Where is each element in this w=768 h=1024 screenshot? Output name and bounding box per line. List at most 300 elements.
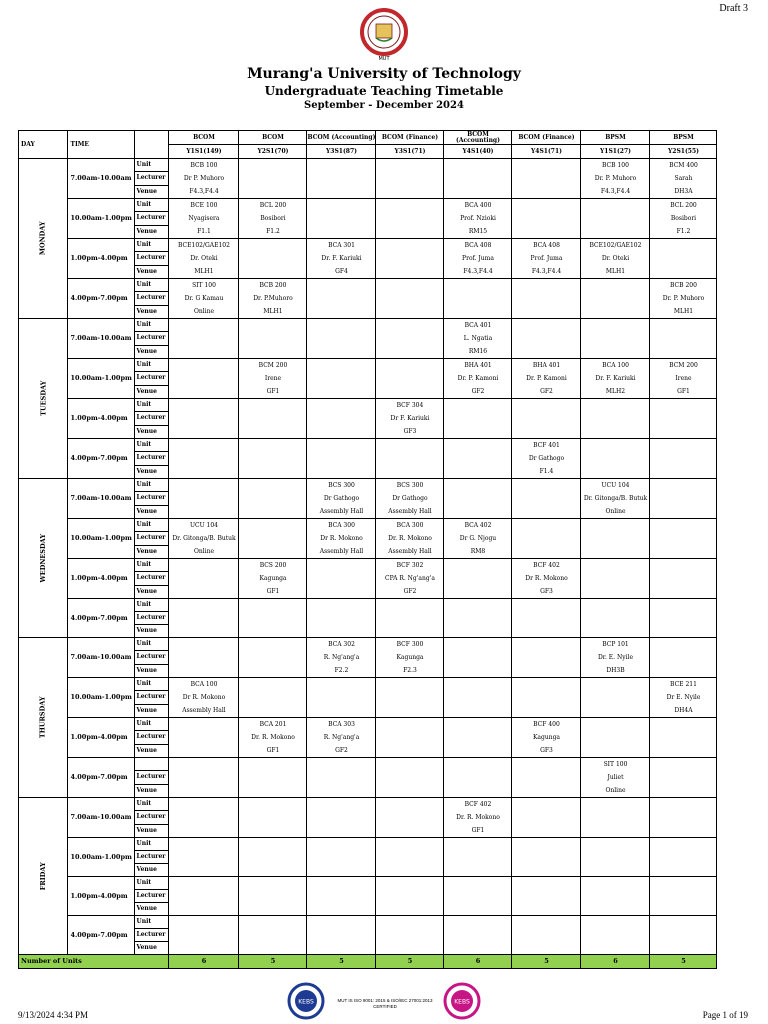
university-title: Murang'a University of Technology (247, 66, 521, 82)
class-cell (444, 239, 512, 279)
venue-name: GF4 (335, 268, 348, 275)
class-cell (444, 798, 512, 838)
column-cohort: Y4S1(71) (512, 145, 581, 159)
units-count: 6 (581, 955, 650, 969)
header-row-programme (19, 131, 717, 145)
venue-name: DH3B (606, 667, 625, 674)
venue-name: F1.4 (539, 468, 554, 475)
timetable (18, 130, 717, 969)
unit-code: BCA 401 (464, 322, 492, 329)
lecturer-name: Dr. E. Nyile (597, 654, 634, 661)
svg-text:KEBS: KEBS (454, 998, 470, 1006)
print-datetime: 9/13/2024 4:34 PM (18, 1010, 89, 1020)
class-cell (169, 479, 239, 519)
timetable-subtitle: Undergraduate Teaching Timetable (264, 84, 504, 98)
lecturer-name: Dr. G Kamau (184, 295, 224, 302)
class-cell (307, 678, 376, 718)
class-cell (376, 559, 444, 599)
venue-name: GF2 (403, 588, 417, 595)
class-cell (169, 838, 239, 877)
row-label: Unit (135, 479, 169, 492)
class-cell (581, 678, 650, 718)
class-cell (376, 199, 444, 239)
class-cell (376, 319, 444, 359)
class-cell (239, 678, 307, 718)
venue-name: RM15 (468, 228, 488, 235)
column-programme: BCOM (Finance) (512, 131, 581, 145)
unit-code: BCL 200 (259, 202, 287, 209)
row-label: Venue (135, 664, 169, 677)
class-cell (581, 239, 650, 279)
row-label: Venue (135, 225, 169, 238)
units-count: 6 (169, 955, 239, 969)
draft-label: Draft 3 (719, 3, 748, 14)
venue-name: F4.3,F4.4 (531, 268, 562, 275)
venue-name: GF1 (266, 588, 280, 595)
class-cell (581, 479, 650, 519)
row-label: Lecturer (135, 929, 169, 942)
label-header (135, 131, 169, 159)
unit-code: BCA 100 (602, 362, 629, 369)
unit-code: BCL 200 (670, 202, 697, 209)
class-cell (239, 758, 307, 798)
lecturer-name: Kagunga (532, 734, 560, 741)
class-cell (444, 599, 512, 638)
venue-name: DH4A (674, 707, 693, 714)
class-cell (444, 638, 512, 678)
day-cell (19, 319, 68, 479)
table-row (19, 678, 717, 691)
time-slot: 1.00pm-4.00pm (68, 718, 135, 758)
lecturer-name: Dr R. Mokono (320, 535, 363, 542)
venue-name: GF3 (540, 588, 553, 595)
class-cell (650, 479, 717, 519)
row-label: Venue (135, 903, 169, 916)
row-label: Lecturer (135, 731, 169, 744)
class-cell (239, 599, 307, 638)
venue-name: Assembly Hall (388, 508, 432, 515)
day-label: FRIDAY (38, 861, 47, 890)
lecturer-name: R. Ng'ang'a (323, 734, 360, 741)
class-cell (650, 718, 717, 758)
lecturer-name: Irene (675, 375, 692, 382)
unit-code: BCF 304 (396, 402, 424, 409)
class-cell (239, 159, 307, 199)
lecturer-name: Dr Gathogo (392, 495, 428, 502)
row-label: Unit (135, 399, 169, 412)
lecturer-name: Dr. Gitonga/B. Butuk (172, 535, 236, 542)
class-cell (512, 439, 581, 479)
class-cell (581, 359, 650, 399)
class-cell (307, 519, 376, 559)
class-cell (512, 758, 581, 798)
lecturer-name: CPA R. Ng'ang'a (385, 575, 435, 582)
table-row (19, 877, 717, 890)
class-cell (239, 359, 307, 399)
table-row (19, 479, 717, 492)
class-cell (512, 239, 581, 279)
time-slot: 7.00am-10.00am (68, 638, 135, 678)
class-cell (169, 877, 239, 916)
unit-code: BHA 401 (464, 362, 492, 369)
unit-code: BCA 408 (464, 242, 492, 249)
class-cell (169, 559, 239, 599)
class-cell (376, 718, 444, 758)
lecturer-name: Nyagisera (188, 215, 220, 222)
class-cell (581, 439, 650, 479)
class-cell (581, 279, 650, 319)
venue-name: Assembly Hall (319, 548, 364, 555)
time-slot: 10.00am-1.00pm (68, 199, 135, 239)
class-cell (239, 239, 307, 279)
class-cell (376, 916, 444, 955)
row-label: Unit (135, 638, 169, 651)
class-cell (512, 359, 581, 399)
time-slot: 10.00am-1.00pm (68, 359, 135, 399)
class-cell (512, 519, 581, 559)
class-cell (650, 798, 717, 838)
class-cell (239, 279, 307, 319)
row-label: Unit (135, 877, 169, 890)
row-label: Lecturer (135, 651, 169, 664)
class-cell (581, 319, 650, 359)
class-cell (512, 838, 581, 877)
class-cell (581, 159, 650, 199)
lecturer-name: Dr. Oteki (601, 255, 630, 262)
table-row (19, 798, 717, 811)
lecturer-name: Dr Gathogo (528, 455, 565, 462)
row-label: Unit (135, 239, 169, 252)
class-cell (650, 439, 717, 479)
lecturer-name: Prof. Juma (462, 255, 494, 262)
class-cell (307, 359, 376, 399)
unit-code: BCB 200 (259, 282, 287, 289)
class-cell (650, 279, 717, 319)
column-programme: BCOM (Accounting) (307, 131, 376, 145)
table-row (19, 638, 717, 651)
column-cohort: Y1S1(149) (169, 145, 239, 159)
lecturer-name: Dr. P.Muhoro (253, 295, 293, 302)
class-cell (512, 399, 581, 439)
lecturer-name: Dr. R. Mokono (251, 734, 295, 741)
class-cell (239, 638, 307, 678)
class-cell (581, 916, 650, 955)
row-label: Lecturer (135, 492, 169, 505)
class-cell (650, 877, 717, 916)
class-cell (307, 559, 376, 599)
time-slot: 4.00pm-7.00pm (68, 599, 135, 638)
class-cell (444, 519, 512, 559)
time-slot: 10.00am-1.00pm (68, 678, 135, 718)
lecturer-name: Prof. Nzioki (460, 215, 496, 222)
lecturer-name: Dr. R. Mokono (388, 535, 432, 542)
lecturer-name: Dr R. Mokono (182, 694, 226, 701)
venue-name: F4.3,F4.4 (600, 188, 631, 195)
class-cell (581, 758, 650, 798)
svg-text:MUT: MUT (378, 56, 390, 62)
units-count-label: Number of Units (19, 955, 169, 969)
lecturer-name: Bosibori (670, 215, 697, 222)
row-label: Lecturer (135, 212, 169, 225)
lecturer-name: Dr E. Nyile (666, 694, 701, 701)
day-label: WEDNESDAY (38, 533, 47, 582)
venue-name: GF3 (540, 747, 553, 754)
class-cell (169, 239, 239, 279)
venue-name: GF1 (677, 388, 690, 395)
lecturer-name: Kagunga (396, 654, 424, 661)
unit-code: SIT 100 (192, 282, 216, 289)
class-cell (239, 877, 307, 916)
day-label: MONDAY (38, 221, 47, 256)
table-row (19, 159, 717, 172)
lecturer-name: Prof. Juma (530, 255, 563, 262)
class-cell (307, 479, 376, 519)
class-cell (376, 359, 444, 399)
lecturer-name: Dr. Gitonga/B. Butuk (583, 495, 648, 502)
unit-code: BCA 301 (328, 242, 355, 249)
class-cell (512, 798, 581, 838)
unit-code: BCE102/GAE102 (589, 242, 642, 249)
class-cell (307, 279, 376, 319)
timetable-body (19, 159, 717, 955)
unit-code: BCA 100 (190, 681, 218, 688)
lecturer-name: Dr R. Mokono (525, 575, 568, 582)
lecturer-name: Dr P. Muhoro (183, 175, 225, 182)
class-cell (650, 399, 717, 439)
row-label: Lecturer (135, 252, 169, 265)
time-slot: 10.00am-1.00pm (68, 838, 135, 877)
class-cell (169, 718, 239, 758)
row-label: Lecturer (135, 612, 169, 625)
venue-name: GF2 (335, 747, 348, 754)
class-cell (376, 399, 444, 439)
row-label: Lecturer (135, 172, 169, 185)
row-label: Venue (135, 465, 169, 478)
unit-code: BCF 300 (396, 641, 424, 648)
table-row (19, 319, 717, 332)
class-cell (169, 798, 239, 838)
row-label: Lecturer (135, 292, 169, 305)
class-cell (650, 838, 717, 877)
row-label (135, 758, 169, 771)
table-row (19, 519, 717, 532)
class-cell (650, 159, 717, 199)
class-cell (307, 718, 376, 758)
class-cell (581, 798, 650, 838)
class-cell (512, 599, 581, 638)
time-slot: 1.00pm-4.00pm (68, 877, 135, 916)
unit-code: BCP 101 (602, 641, 629, 648)
table-row (19, 279, 717, 292)
column-programme: BCOM (239, 131, 307, 145)
class-cell (512, 916, 581, 955)
row-label: Lecturer (135, 811, 169, 824)
class-cell (581, 599, 650, 638)
row-label: Lecturer (135, 691, 169, 704)
units-count-row (19, 955, 717, 969)
venue-name: Assembly Hall (388, 548, 432, 555)
class-cell (444, 159, 512, 199)
venue-name: Online (193, 548, 214, 555)
certification-line: CERTIFIED (373, 1004, 397, 1009)
units-count: 5 (307, 955, 376, 969)
unit-code: BCF 400 (533, 721, 560, 728)
time-slot: 4.00pm-7.00pm (68, 279, 135, 319)
term-label: September - December 2024 (304, 100, 464, 111)
unit-code: BCE 211 (670, 681, 697, 688)
class-cell (239, 559, 307, 599)
class-cell (169, 359, 239, 399)
class-cell (307, 239, 376, 279)
lecturer-name: Dr. P. Muhoro (662, 295, 705, 302)
unit-code: BCA 300 (396, 522, 424, 529)
row-label: Unit (135, 519, 169, 532)
class-cell (239, 519, 307, 559)
class-cell (307, 439, 376, 479)
class-cell (512, 479, 581, 519)
class-cell (307, 916, 376, 955)
class-cell (581, 718, 650, 758)
lecturer-name: Irene (264, 375, 282, 382)
class-cell (444, 359, 512, 399)
table-row (19, 718, 717, 731)
venue-name: F1.2 (266, 228, 280, 235)
time-slot: 1.00pm-4.00pm (68, 399, 135, 439)
unit-code: BCM 200 (669, 362, 698, 369)
certification-text (330, 998, 440, 1010)
class-cell (307, 838, 376, 877)
class-cell (239, 798, 307, 838)
class-cell (581, 399, 650, 439)
class-cell (444, 838, 512, 877)
row-label: Venue (135, 425, 169, 438)
row-label: Venue (135, 864, 169, 877)
university-logo (356, 6, 412, 62)
class-cell (650, 559, 717, 599)
row-label: Venue (135, 744, 169, 757)
class-cell (512, 159, 581, 199)
class-cell (169, 638, 239, 678)
class-cell (512, 319, 581, 359)
unit-code: BCM 400 (669, 162, 698, 169)
table-row (19, 599, 717, 612)
venue-name: F1.2 (676, 228, 691, 235)
lecturer-name: Dr. R. Mokono (456, 814, 500, 821)
column-cohort: Y4S1(40) (444, 145, 512, 159)
column-cohort: Y3S1(87) (307, 145, 376, 159)
venue-name: Online (605, 508, 626, 515)
unit-code: BCF 401 (533, 442, 560, 449)
time-slot: 4.00pm-7.00pm (68, 439, 135, 479)
units-count: 5 (239, 955, 307, 969)
row-label: Lecturer (135, 412, 169, 425)
venue-name: MLH1 (605, 268, 626, 275)
table-row (19, 439, 717, 452)
table-row (19, 199, 717, 212)
class-cell (650, 199, 717, 239)
lecturer-name: Dr. F. Kariuki (321, 255, 362, 262)
unit-code: BCF 402 (533, 562, 560, 569)
lecturer-name: Dr. P. Muhoro (594, 175, 637, 182)
time-slot: 4.00pm-7.00pm (68, 916, 135, 955)
table-row (19, 838, 717, 851)
venue-name: RM16 (468, 348, 488, 355)
class-cell (581, 519, 650, 559)
unit-code: BCA 402 (464, 522, 492, 529)
class-cell (169, 159, 239, 199)
row-label: Lecturer (135, 572, 169, 585)
table-row (19, 758, 717, 771)
lecturer-name: Dr G. Njogu (459, 535, 497, 542)
lecturer-name: Kagunga (259, 575, 287, 582)
column-programme: BCOM (169, 131, 239, 145)
venue-name: F4.3,F4.4 (189, 188, 219, 195)
row-label: Lecturer (135, 890, 169, 903)
class-cell (169, 599, 239, 638)
time-slot: 7.00am-10.00am (68, 159, 135, 199)
row-label: Venue (135, 545, 169, 558)
class-cell (239, 916, 307, 955)
unit-code: UCU 104 (189, 522, 219, 529)
class-cell (444, 678, 512, 718)
row-label: Venue (135, 345, 169, 358)
table-row (19, 559, 717, 572)
venue-name: GF2 (471, 388, 485, 395)
class-cell (650, 638, 717, 678)
class-cell (650, 519, 717, 559)
class-cell (581, 638, 650, 678)
class-cell (239, 439, 307, 479)
venue-name: Assembly Hall (182, 707, 226, 714)
row-label: Unit (135, 599, 169, 612)
row-label: Unit (135, 199, 169, 212)
row-label: Unit (135, 838, 169, 851)
row-label: Unit (135, 678, 169, 691)
kebs-iso-badge-icon (287, 982, 325, 1020)
time-slot: 1.00pm-4.00pm (68, 239, 135, 279)
time-slot: 1.00pm-4.00pm (68, 559, 135, 599)
column-programme: BPSM (650, 131, 717, 145)
class-cell (650, 359, 717, 399)
unit-code: BCE 100 (190, 202, 218, 209)
class-cell (239, 479, 307, 519)
venue-name: Online (605, 787, 626, 794)
class-cell (169, 678, 239, 718)
venue-name: GF2 (540, 388, 553, 395)
class-cell (444, 439, 512, 479)
class-cell (512, 877, 581, 916)
class-cell (512, 718, 581, 758)
day-cell (19, 638, 68, 798)
lecturer-name: Dr. P. Kamoni (526, 375, 567, 382)
row-label: Venue (135, 784, 169, 797)
venue-name: F1.1 (197, 228, 211, 235)
row-label: Venue (135, 625, 169, 638)
units-count: 5 (376, 955, 444, 969)
class-cell (169, 916, 239, 955)
table-row (19, 359, 717, 372)
venue-name: GF1 (471, 827, 485, 834)
class-cell (650, 678, 717, 718)
row-label: Unit (135, 718, 169, 731)
class-cell (376, 239, 444, 279)
lecturer-name: R. Ng'ang'a (323, 654, 360, 661)
venue-name: Online (193, 308, 214, 315)
time-slot: 10.00am-1.00pm (68, 519, 135, 559)
venue-name: DH3A (674, 188, 693, 195)
unit-code: BCM 200 (258, 362, 288, 369)
row-label: Lecturer (135, 851, 169, 864)
